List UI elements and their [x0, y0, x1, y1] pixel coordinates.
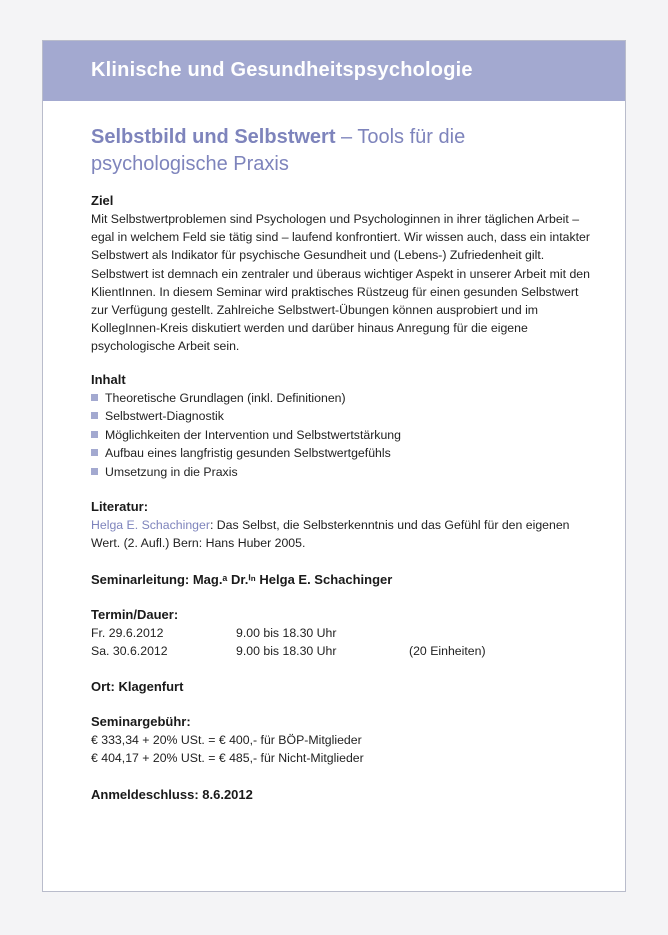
inhalt-list [91, 389, 401, 481]
ziel-text: Mit Selbstwertproblemen sind Psychologen und Psychologinnen in ihrer täglichen Arbeit – egal in welchem Feld sie tätig sind – laufend konfrontiert. Wir wissen auch, dass ein intakter Selbstwert als Indikator für psychische Gesundheit und (Lebens-) Zufriedenheit gilt. Selbstwert ist demnach ein zentraler und überaus wichtiger Aspekt in unserer Arbeit mit den KlientInnen. In diesem Seminar wird praktisches Rüstzeug für einen gesunden Selbstwert zur Verfügung gestellt. Zahlreiche Selbstwert-Übungen können ausprobiert und im KollegInnen-Kreis diskutiert werden und darüber hinaus Anregung für die eigene psychologische Arbeit sein. [91, 212, 590, 354]
list-item: Aufbau eines langfristig gesunden Selbstwertgefühls [91, 444, 401, 462]
termin-time: 9.00 bis 18.30 Uhr [236, 644, 337, 658]
square-bullet-icon [91, 468, 98, 475]
gebuehr-row: € 333,34 + 20% USt. = € 400,- für BÖP-Mitglieder [91, 733, 362, 747]
termin-row [91, 642, 591, 660]
ziel-heading: Ziel [91, 193, 114, 208]
list-item: Umsetzung in die Praxis [91, 463, 401, 481]
termin-day: Sa. 30.6.2012 [91, 644, 168, 658]
gebuehr-heading: Seminargebühr: [91, 714, 191, 729]
literatur-author: Helga E. Schachinger [91, 518, 210, 532]
seminar-title [91, 124, 591, 178]
termin-time: 9.00 bis 18.30 Uhr [236, 626, 337, 640]
seminarleitung: Seminarleitung: Mag.ᵃ Dr.ⁱⁿ Helga E. Schachinger [91, 572, 393, 587]
category-title: Klinische und Gesundheitspsychologie [91, 59, 473, 81]
termin-day: Fr. 29.6.2012 [91, 626, 164, 640]
list-item: Möglichkeiten der Intervention und Selbstwertstärkung [91, 426, 401, 444]
list-item: Selbstwert-Diagnostik [91, 407, 401, 425]
square-bullet-icon [91, 394, 98, 401]
square-bullet-icon [91, 431, 98, 438]
literatur-heading: Literatur: [91, 499, 149, 514]
literatur-citation: : Das Selbst, die Selbsterkenntnis und das Gefühl für den eigenen Wert. (2. Aufl.) Bern: Hans Huber 2005. [91, 518, 570, 551]
gebuehr-row: € 404,17 + 20% USt. = € 485,- für Nicht-Mitglieder [91, 751, 364, 765]
document-page [42, 40, 626, 892]
category-banner [43, 41, 625, 101]
termin-row [91, 624, 591, 642]
termin-note: (20 Einheiten) [409, 644, 486, 658]
seminar-title-bold: Selbstbild und Selbstwert [91, 126, 336, 148]
ort: Ort: Klagenfurt [91, 679, 184, 694]
square-bullet-icon [91, 412, 98, 419]
literatur-text [91, 516, 591, 552]
seminar-title-line2: psychologische Praxis [91, 153, 289, 175]
anmeldeschluss: Anmeldeschluss: 8.6.2012 [91, 787, 253, 802]
seminar-title-rest: – Tools für die [335, 126, 466, 148]
seminar-title-block [91, 124, 591, 178]
inhalt-heading: Inhalt [91, 372, 126, 387]
termin-heading: Termin/Dauer: [91, 607, 179, 622]
list-item: Theoretische Grundlagen (inkl. Definitionen) [91, 389, 401, 407]
square-bullet-icon [91, 449, 98, 456]
